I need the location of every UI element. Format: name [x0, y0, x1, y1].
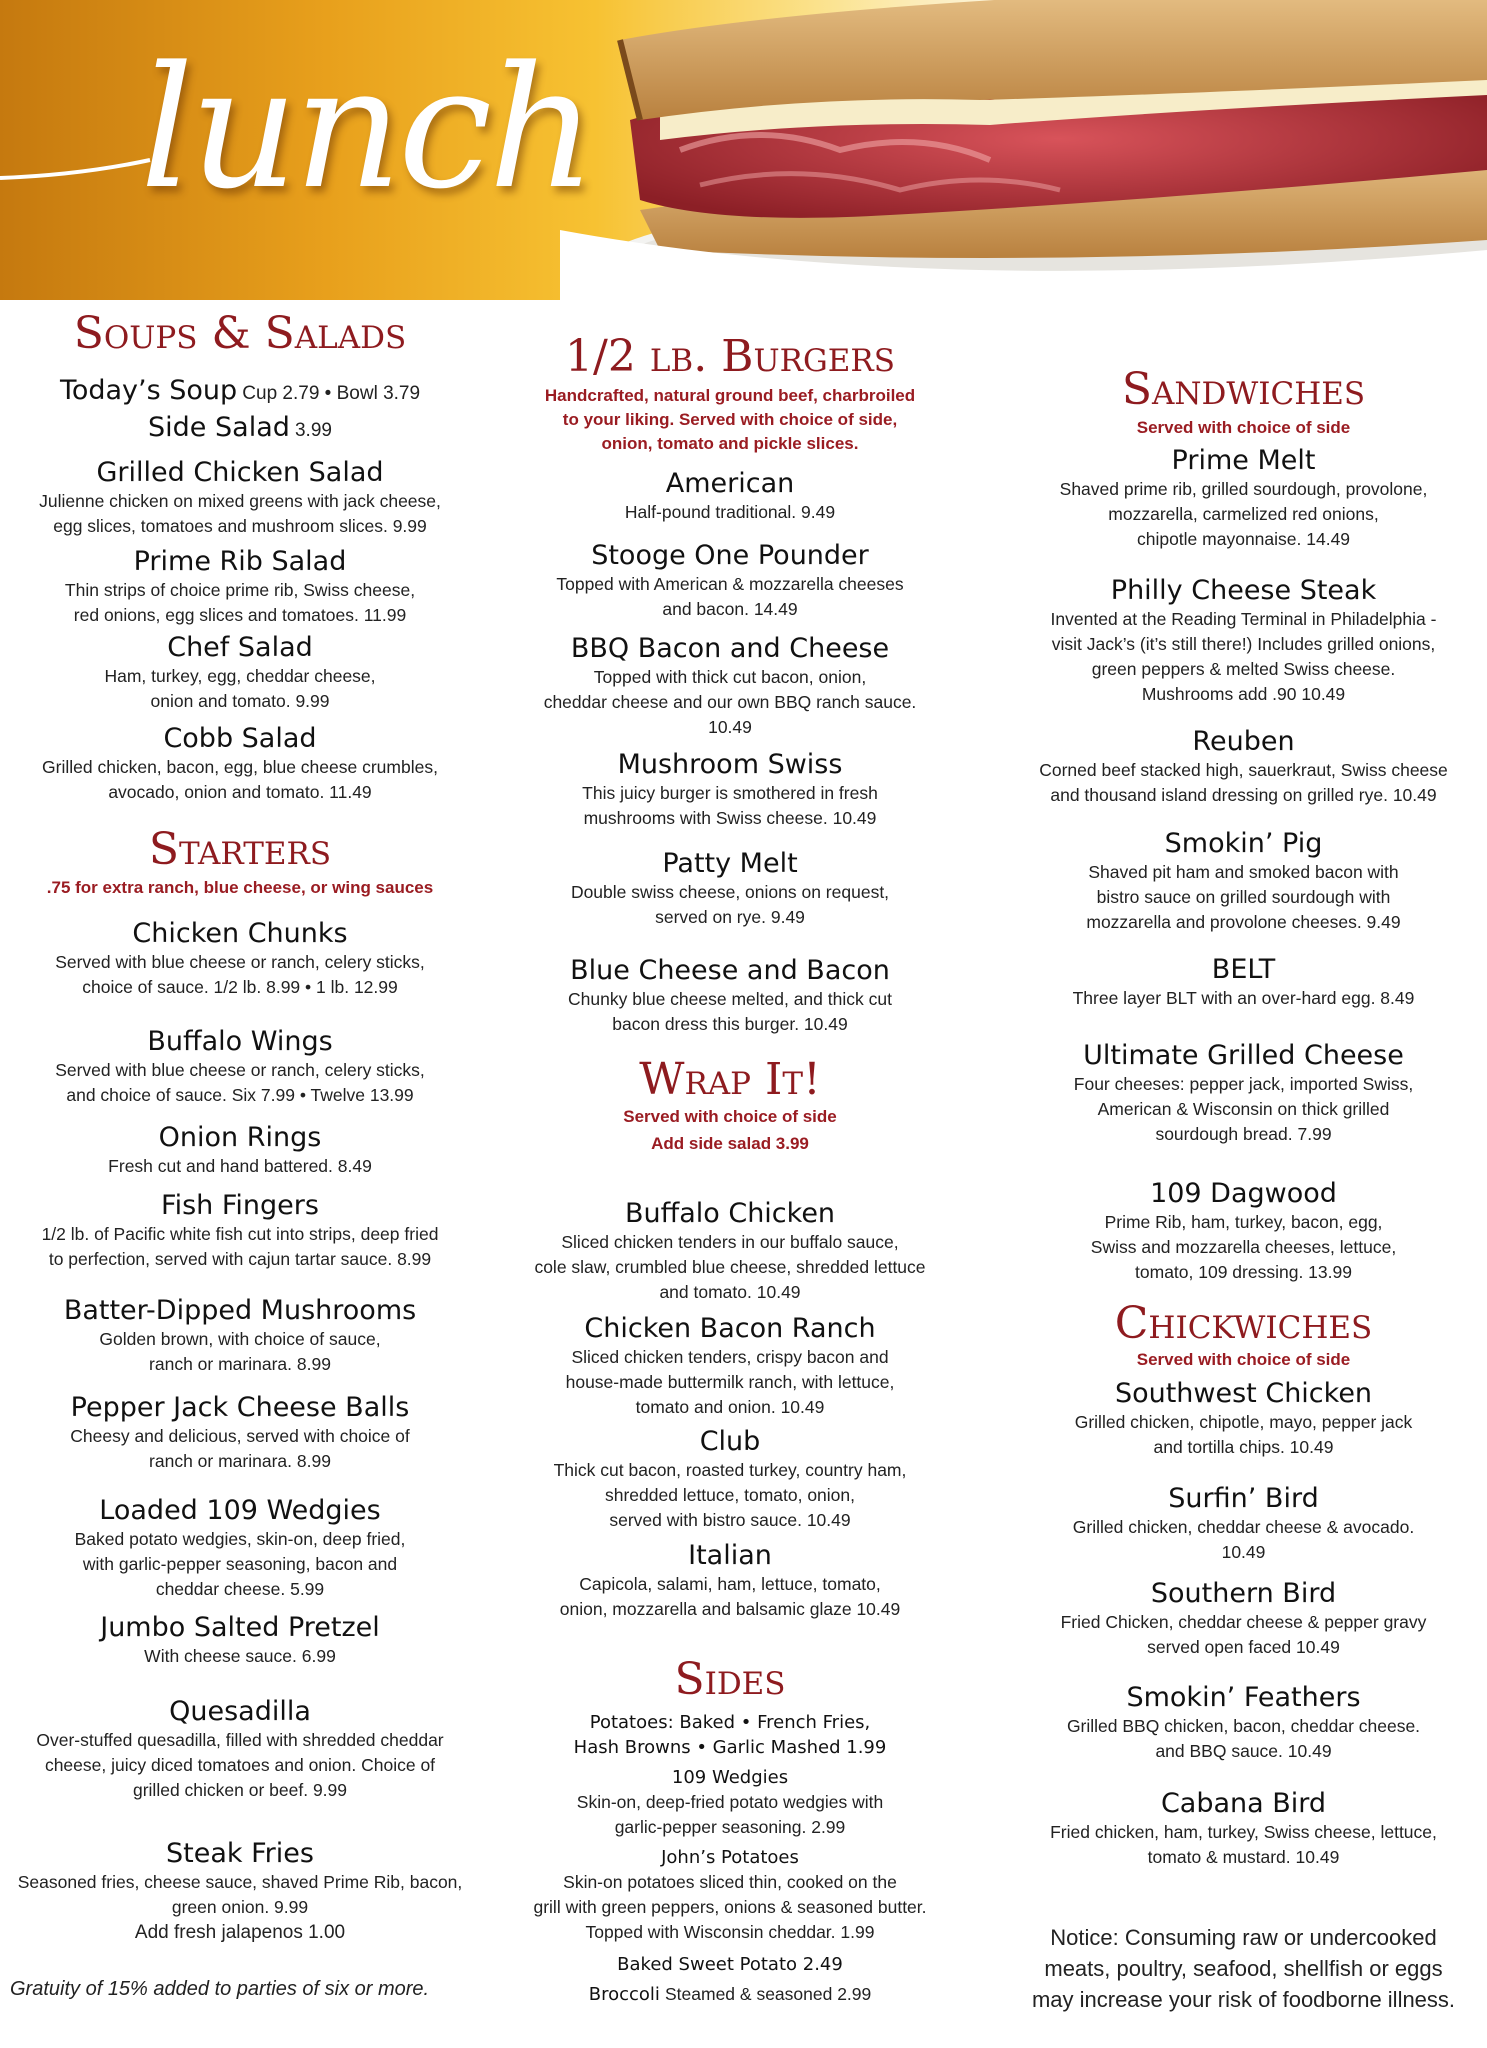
- menu-item-ultimate-grilled-cheese: Ultimate Grilled Cheese Four cheeses: pepper jack, imported Swiss, American & Wisconsin on thick grilled sourdough bread. 7.99: [1073, 1040, 1414, 1144]
- menu-item-american: American Half-pound traditional. 9.49: [624, 468, 836, 522]
- menu-item-cobb-salad: Cobb Salad Grilled chicken, bacon, egg, blue cheese crumbles, avocado, onion and tomato. 11.49: [42, 723, 438, 802]
- menu-item-italian: Italian Capicola, salami, ham, lettuce, tomato, onion, mozzarella and balsamic glaze 10.49: [559, 1540, 901, 1619]
- todays-soup: Today’s Soup Cup 2.79 • Bowl 3.79: [59, 375, 421, 406]
- menu-item-mushroom-swiss: Mushroom Swiss This juicy burger is smothered in fresh mushrooms with Swiss cheese. 10.49: [582, 749, 878, 828]
- menu-item-buffalo-chicken: Buffalo Chicken Sliced chicken tenders in our buffalo sauce, cole slaw, crumbled blue cheese, shredded lettuce and tomato. 10.49: [534, 1198, 926, 1302]
- menu-item-grilled-chicken-salad: Grilled Chicken Salad Julienne chicken on mixed greens with jack cheese, egg slices, tomatoes and mushroom slices. 9.99: [39, 457, 441, 536]
- menu-item-smokin-feathers: Smokin’ Feathers Grilled BBQ chicken, bacon, cheddar cheese. and BBQ sauce. 10.49: [1066, 1682, 1421, 1761]
- menu-item-quesadilla: Quesadilla Over-stuffed quesadilla, filled with shredded cheddar cheese, juicy diced tomatoes and onion. Choice of grilled chicken or beef. 9.99: [36, 1696, 444, 1800]
- sides-heading: Sides: [674, 1654, 786, 1705]
- soups-salads-heading: Soups & Salads: [73, 308, 407, 359]
- sandwiches-subtitle: Served with choice of side: [1136, 418, 1351, 437]
- menu-item-jumbo-salted-pretzel: Jumbo Salted Pretzel With cheese sauce. 6.99: [100, 1612, 380, 1666]
- chickwiches-subtitle: Served with choice of side: [1136, 1350, 1351, 1369]
- menu-item-surfin-bird: Surfin’ Bird Grilled chicken, cheddar cheese & avocado. 10.49: [1072, 1483, 1415, 1562]
- menu-item-onion-rings: Onion Rings Fresh cut and hand battered. 8.49: [108, 1122, 372, 1176]
- menu-item-club: Club Thick cut bacon, roasted turkey, country ham, shredded lettuce, tomato, onion, served with bistro sauce. 10.49: [553, 1426, 907, 1530]
- menu-item-pepper-jack-cheese-balls: Pepper Jack Cheese Balls Cheesy and delicious, served with choice of ranch or marinara. 8.99: [70, 1392, 410, 1471]
- menu-item-prime-melt: Prime Melt Shaved prime rib, grilled sourdough, provolone, mozzarella, carmelized red onions, chipotle mayonnaise. 14.49: [1059, 445, 1428, 549]
- lunch-title: lunch: [140, 30, 593, 226]
- menu-item-southwest-chicken: Southwest Chicken Grilled chicken, chipotle, mayo, pepper jack and tortilla chips. 10.49: [1074, 1378, 1413, 1457]
- sides-109-wedgies: 109 Wedgies Skin-on, deep-fried potato wedgies with garlic-pepper seasoning. 2.99: [576, 1767, 884, 1837]
- wrap-it-subtitle: Served with choice of side Add side salad 3.99: [623, 1107, 837, 1153]
- menu-item-steak-fries: Steak Fries Seasoned fries, cheese sauce, shaved Prime Rib, bacon, green onion. 9.99 Add fresh jalapenos 1.00: [17, 1838, 463, 1943]
- menu-item-bbq-bacon-cheese: BBQ Bacon and Cheese Topped with thick cut bacon, onion, cheddar cheese and our own BBQ ranch sauce. 10.49: [543, 633, 917, 737]
- header-banner: [0, 0, 1487, 320]
- menu-item-loaded-wedgies: Loaded 109 Wedgies Baked potato wedgies, skin-on, deep fried, with garlic-pepper seasoning, bacon and cheddar cheese. 5.99: [74, 1495, 406, 1599]
- menu-item-chef-salad: Chef Salad Ham, turkey, egg, cheddar cheese, onion and tomato. 9.99: [104, 632, 376, 711]
- burgers-subtitle: Handcrafted, natural ground beef, charbroiled to your liking. Served with choice of side, onion, tomato and pickle slices.: [544, 386, 916, 453]
- food-safety-notice: Notice: Consuming raw or undercooked meats, poultry, seafood, shellfish or eggs may increase your risk of foodborne illness.: [1031, 1925, 1456, 2012]
- gratuity-note: Gratuity of 15% added to parties of six or more.: [10, 1978, 430, 2000]
- menu-item-patty-melt: Patty Melt Double swiss cheese, onions on request, served on rye. 9.49: [570, 848, 890, 927]
- menu-item-stooge-one-pounder: Stooge One Pounder Topped with American & mozzarella cheeses and bacon. 14.49: [556, 540, 904, 619]
- menu-item-philly-cheese-steak: Philly Cheese Steak Invented at the Reading Terminal in Philadelphia - visit Jack’s (it’s still there!) Includes grilled onions, green peppers & melted Swiss cheese. Mushrooms add .90 10.49: [1050, 575, 1437, 704]
- wrap-it-heading: Wrap It!: [639, 1054, 821, 1105]
- sides-johns-potatoes: John’s Potatoes Skin-on potatoes sliced thin, cooked on the grill with green peppers, onions & seasoned butter. Topped with Wisconsin cheddar. 1.99: [533, 1847, 927, 1942]
- side-salad: Side Salad 3.99: [148, 412, 332, 443]
- sides-broccoli: Broccoli Steamed & seasoned 2.99: [588, 1984, 872, 2005]
- starters-subtitle: .75 for extra ranch, blue cheese, or wing sauces: [46, 878, 434, 897]
- sides-baked-sweet-potato: Baked Sweet Potato 2.49: [617, 1954, 843, 1975]
- menu-item-chicken-bacon-ranch: Chicken Bacon Ranch Sliced chicken tenders, crispy bacon and house-made buttermilk ranch, with lettuce, tomato and onion. 10.49: [565, 1313, 895, 1417]
- starters-heading: Starters: [148, 824, 332, 875]
- menu-item-fish-fingers: Fish Fingers 1/2 lb. of Pacific white fish cut into strips, deep fried to perfection, served with cajun tartar sauce. 8.99: [41, 1190, 439, 1269]
- menu-item-batter-dipped-mushrooms: Batter-Dipped Mushrooms Golden brown, with choice of sauce, ranch or marinara. 8.99: [63, 1295, 417, 1374]
- burgers-heading: 1/2 lb. Burgers: [565, 331, 895, 382]
- menu-item-smokin-pig: Smokin’ Pig Shaved pit ham and smoked bacon with bistro sauce on grilled sourdough with mozzarella and provolone cheeses. 9.49: [1086, 828, 1401, 932]
- menu-item-blue-cheese-bacon: Blue Cheese and Bacon Chunky blue cheese melted, and thick cut bacon dress this burger. 10.49: [568, 955, 892, 1034]
- menu-item-109-dagwood: 109 Dagwood Prime Rib, ham, turkey, bacon, egg, Swiss and mozzarella cheeses, lettuce, tomato, 109 dressing. 13.99: [1090, 1178, 1397, 1282]
- menu-item-buffalo-wings: Buffalo Wings Served with blue cheese or ranch, celery sticks, and choice of sauce. Six 7.99 • Twelve 13.99: [55, 1026, 425, 1105]
- chickwiches-heading: Chickwiches: [1114, 1298, 1373, 1349]
- menu-item-reuben: Reuben Corned beef stacked high, sauerkraut, Swiss cheese and thousand island dressing on grilled rye. 10.49: [1039, 726, 1448, 805]
- menu-item-belt: BELT Three layer BLT with an over-hard egg. 8.49: [1072, 954, 1415, 1008]
- menu-item-cabana-bird: Cabana Bird Fried chicken, ham, turkey, Swiss cheese, lettuce, tomato & mustard. 10.49: [1050, 1788, 1437, 1867]
- sides-potatoes: Potatoes: Baked • French Fries, Hash Browns • Garlic Mashed 1.99: [573, 1712, 887, 1758]
- menu-item-prime-rib-salad: Prime Rib Salad Thin strips of choice prime rib, Swiss cheese, red onions, egg slices and tomatoes. 11.99: [64, 546, 416, 625]
- menu-item-chicken-chunks: Chicken Chunks Served with blue cheese or ranch, celery sticks, choice of sauce. 1/2 lb. 8.99 • 1 lb. 12.99: [55, 918, 425, 997]
- sandwiches-heading: Sandwiches: [1121, 364, 1366, 415]
- menu-item-southern-bird: Southern Bird Fried Chicken, cheddar cheese & pepper gravy served open faced 10.49: [1060, 1578, 1427, 1657]
